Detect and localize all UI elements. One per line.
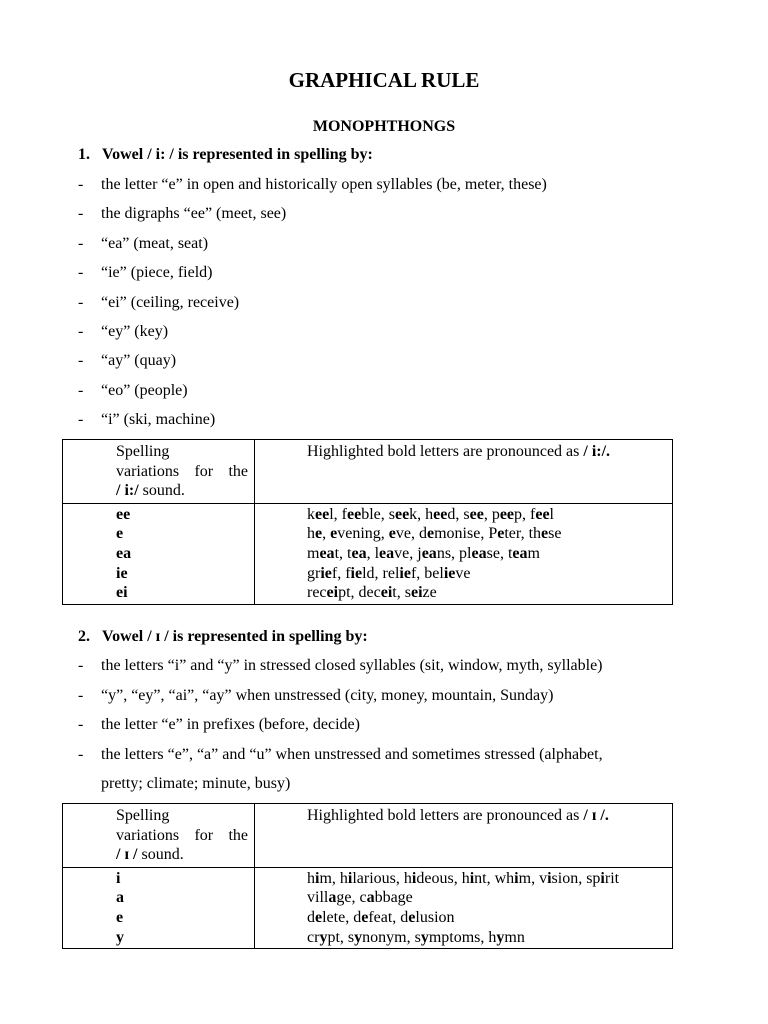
header-suffix: sound. [138,482,185,499]
header-sound: / i:/ [116,482,139,499]
section-heading-text: Vowel / ɪ / is represented in spelling by: [102,628,368,645]
example-words: he, evening, eve, demonise, Peter, these [307,525,562,543]
example-words: delete, defeat, delusion [307,908,455,926]
section-2-heading [78,628,368,646]
spelling-variant: ea [116,544,132,562]
list-item-text: the letters “i” and “y” in stressed closed syllables (sit, window, myth, syllable) [101,657,603,674]
table-header-cell [255,804,673,868]
spelling-variant: ei [116,584,128,602]
section-number: 2. [78,628,90,645]
header-suffix: sound. [137,846,184,863]
header-text: Highlighted bold letters are pronounced as [307,443,584,460]
spelling-table-2 [62,803,673,949]
list-item-text: “eo” (people) [101,382,188,399]
table-row [63,867,673,949]
table-header-cell [63,440,255,504]
list-item-text: the letter “e” in prefixes (before, decide) [101,716,360,733]
examples-column [255,503,673,604]
list-item-text: “y”, “ey”, “ai”, “ay” when unstressed (city, money, mountain, Sunday) [101,687,554,704]
list-item-text: “i” (ski, machine) [101,411,216,428]
header-line: variations for the [116,462,248,480]
spelling-column [63,503,255,604]
header-line: variations for the [116,826,248,844]
table-header-row [63,440,673,504]
page-title: GRAPHICAL RULE [288,68,480,92]
spelling-variant: y [116,928,124,946]
list-item-continuation: pretty; climate; minute, busy) [101,775,291,792]
section-1-heading [78,146,373,164]
spelling-variant: i [116,869,121,887]
spelling-variant: a [116,889,124,907]
header-sound: / i:/. [583,443,611,460]
list-item-text: “ie” (piece, field) [101,264,213,281]
table-row [63,503,673,604]
table-header-row [63,804,673,868]
example-words: crypt, synonym, symptoms, hymn [307,928,525,946]
spelling-variant: e [116,908,124,926]
header-line: Spelling [116,443,170,460]
page-subtitle: MONOPHTHONGS [312,118,456,135]
table-header-cell [63,804,255,868]
list-item-text: the letters “e”, “a” and “u” when unstressed and sometimes stressed (alphabet, [101,746,603,763]
spelling-variant: e [116,525,124,543]
list-item-text: the digraphs “ee” (meet, see) [101,205,287,222]
table-header-cell [255,440,673,504]
example-words: village, cabbage [307,889,413,907]
header-sound-line [116,845,248,865]
list-item-text: “ei” (ceiling, receive) [101,294,240,311]
section-number: 1. [78,146,90,163]
list-item-text: “ay” (quay) [101,352,177,369]
spelling-column [63,867,255,949]
example-words: keel, feeble, seek, heed, see, peep, feel [307,505,554,523]
example-words: receipt, deceit, seize [307,584,437,602]
header-sound-line [116,481,248,501]
section-heading-text: Vowel / i: / is represented in spelling by: [102,146,373,163]
example-words: him, hilarious, hideous, hint, whim, vision, spirit [307,869,620,887]
spelling-table-1 [62,439,673,605]
list-item-text: “ea” (meat, seat) [101,235,209,252]
header-line: Spelling [116,807,170,824]
example-words: grief, field, relief, believe [307,564,471,582]
document-page: GRAPHICAL RULE MONOPHTHONGS 1. Vowel / i: / is represented in spelling by: - the letter “e” in open and historically open syllables (be, meter, these) - the digraphs “ee” (meet, see) - “ea” (meat, seat) - “ie” (piece, field) - “ei” (ceiling, receive) - “ey” (key) - “ay” (quay) - “eo” (people) - “i” (ski, machine) Spelling variations for the / i:/ sound. Highlighted bold letters are pronounced as / i:/. ee e ea ie ei keel, feeble, seek, heed, see, peep, feel he, evening, eve, demonise, Peter, these meat, tea, leave, jeans, please, team grief, field, relief, believe receipt, deceit, seize 2. Vowel / ɪ / is represented in spelling by: - the letters “i” and “y” in stressed closed syllables (sit, window, myth, syllable) - “y”, “ey”, “ai”, “ay” when unstressed (city, money, mountain, Sunday) - the letter “e” in prefixes (before, decide) - the letters “e”, “a” and “u” when unstressed and sometimes stressed (alphabet, pretty; climate; minute, busy) Spelling variations for the / ɪ / sound. Highlighted bold letters are pronounced as / ɪ /. i a e y him, hilarious, hideous, hint, whim, vision, spirit village, cabbage delete, defeat, delusion crypt, synonym, symptoms, hymn [0,0,768,1024]
list-item-text: the letter “e” in open and historically open syllables (be, meter, these) [101,176,547,193]
spelling-variant: ee [116,505,131,523]
spelling-variant: ie [116,564,128,582]
header-sound: / ɪ / [116,846,138,863]
example-words: meat, tea, leave, jeans, please, team [307,544,540,562]
examples-column [255,867,673,949]
header-text: Highlighted bold letters are pronounced as [307,807,584,824]
header-sound: / ɪ /. [583,807,609,824]
list-item-text: “ey” (key) [101,323,169,340]
